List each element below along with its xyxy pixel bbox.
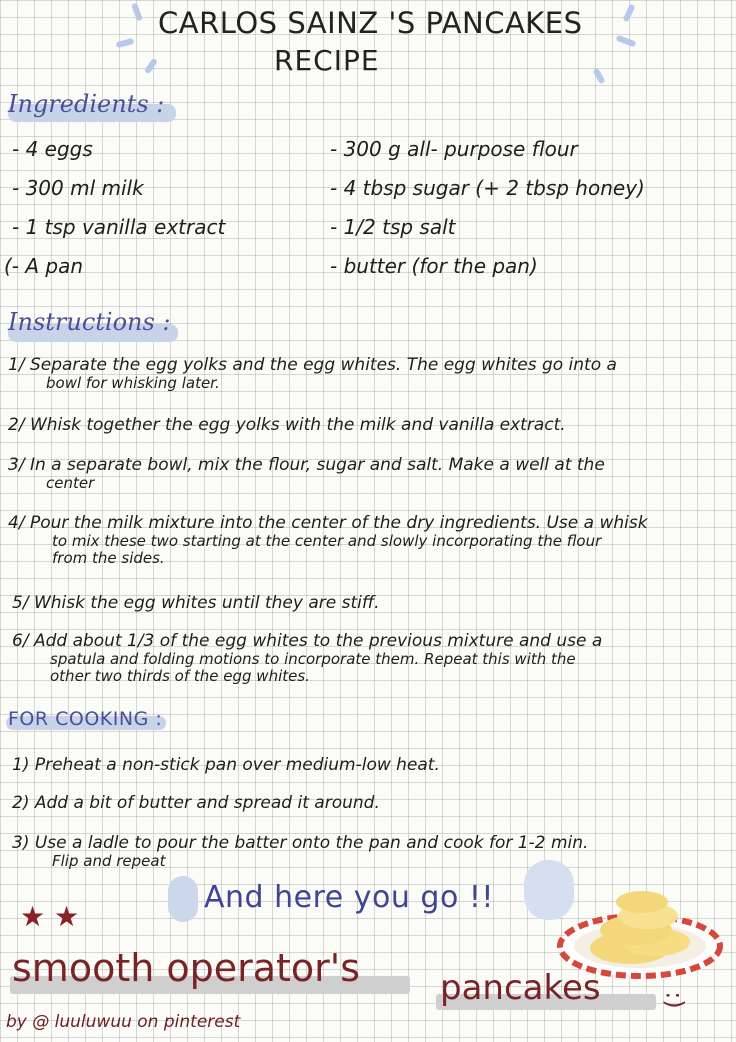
cooking-step bbox=[12, 756, 732, 775]
ingredient-item: (- A pan bbox=[4, 254, 84, 278]
step-continuation: Flip and repeat bbox=[52, 852, 166, 870]
step-text: 2/ Whisk together the egg yolks with the milk and vanilla extract. bbox=[8, 415, 566, 435]
ingredient-item: - 300 g all- purpose flour bbox=[330, 137, 578, 161]
credit-line: by @ luuluwuu on pinterest bbox=[6, 1012, 241, 1032]
instruction-step bbox=[8, 416, 728, 435]
step-continuation: spatula and folding motions to incorporate them. Repeat this with the bbox=[50, 650, 576, 668]
closing-line: And here you go !! bbox=[204, 880, 494, 915]
sparkle-mark bbox=[622, 4, 635, 23]
sparkle-mark bbox=[131, 3, 143, 22]
cooking-step bbox=[12, 794, 732, 813]
ingredient-item: - butter (for the pan) bbox=[330, 254, 538, 278]
cooking-heading: FOR COOKING : bbox=[8, 708, 163, 730]
ingredient-item: - 300 ml milk bbox=[12, 176, 144, 200]
ingredient-item: - 4 tbsp sugar (+ 2 tbsp honey) bbox=[330, 176, 645, 200]
step-text: 2) Add a bit of butter and spread it around. bbox=[12, 793, 380, 813]
step-text: 4/ Pour the milk mixture into the center of the dry ingredients. Use a whisk bbox=[8, 513, 648, 533]
step-continuation: bowl for whisking later. bbox=[46, 374, 220, 392]
decor-blob bbox=[168, 876, 198, 922]
sparkle-mark bbox=[616, 35, 637, 47]
instruction-step bbox=[8, 456, 728, 492]
instruction-step bbox=[12, 594, 732, 613]
sparkle-mark bbox=[116, 38, 135, 48]
sparkle-mark bbox=[144, 58, 158, 75]
step-text: 5/ Whisk the egg whites until they are stiff. bbox=[12, 593, 380, 613]
step-continuation: to mix these two starting at the center and slowly incorporating the flour bbox=[52, 532, 602, 550]
pancakes-text: pancakes bbox=[440, 968, 601, 1008]
instruction-step bbox=[8, 514, 728, 567]
star-icon: ★ ★ bbox=[20, 900, 80, 933]
step-continuation: other two thirds of the egg whites. bbox=[50, 667, 310, 685]
ingredients-heading: Ingredients : bbox=[8, 90, 165, 118]
smiley-icon: :) bbox=[660, 991, 689, 1009]
sparkle-mark bbox=[592, 68, 605, 85]
step-continuation: center bbox=[46, 474, 95, 492]
ingredient-item: - 1 tsp vanilla extract bbox=[12, 215, 226, 239]
step-text: 1/ Separate the egg yolks and the egg whites. The egg whites go into a bbox=[8, 355, 617, 375]
step-text: 3) Use a ladle to pour the batter onto the pan and cook for 1-2 min. bbox=[12, 833, 589, 853]
instruction-step bbox=[8, 356, 728, 392]
step-continuation: from the sides. bbox=[52, 549, 165, 567]
ingredient-item: - 4 eggs bbox=[12, 137, 93, 161]
cooking-step bbox=[12, 834, 732, 870]
page-title: CARLOS SAINZ 'S PANCAKES bbox=[158, 6, 583, 40]
ingredient-item: - 1/2 tsp salt bbox=[330, 215, 456, 239]
step-text: 3/ In a separate bowl, mix the flour, sugar and salt. Make a well at the bbox=[8, 455, 605, 475]
step-text: 1) Preheat a non-stick pan over medium-low heat. bbox=[12, 755, 440, 775]
instruction-step bbox=[12, 632, 732, 685]
smooth-operator-text: smooth operator's bbox=[12, 946, 361, 990]
step-text: 6/ Add about 1/3 of the egg whites to the previous mixture and use a bbox=[12, 631, 603, 651]
instructions-heading: Instructions : bbox=[8, 308, 171, 336]
page-subtitle: RECIPE bbox=[274, 44, 380, 77]
